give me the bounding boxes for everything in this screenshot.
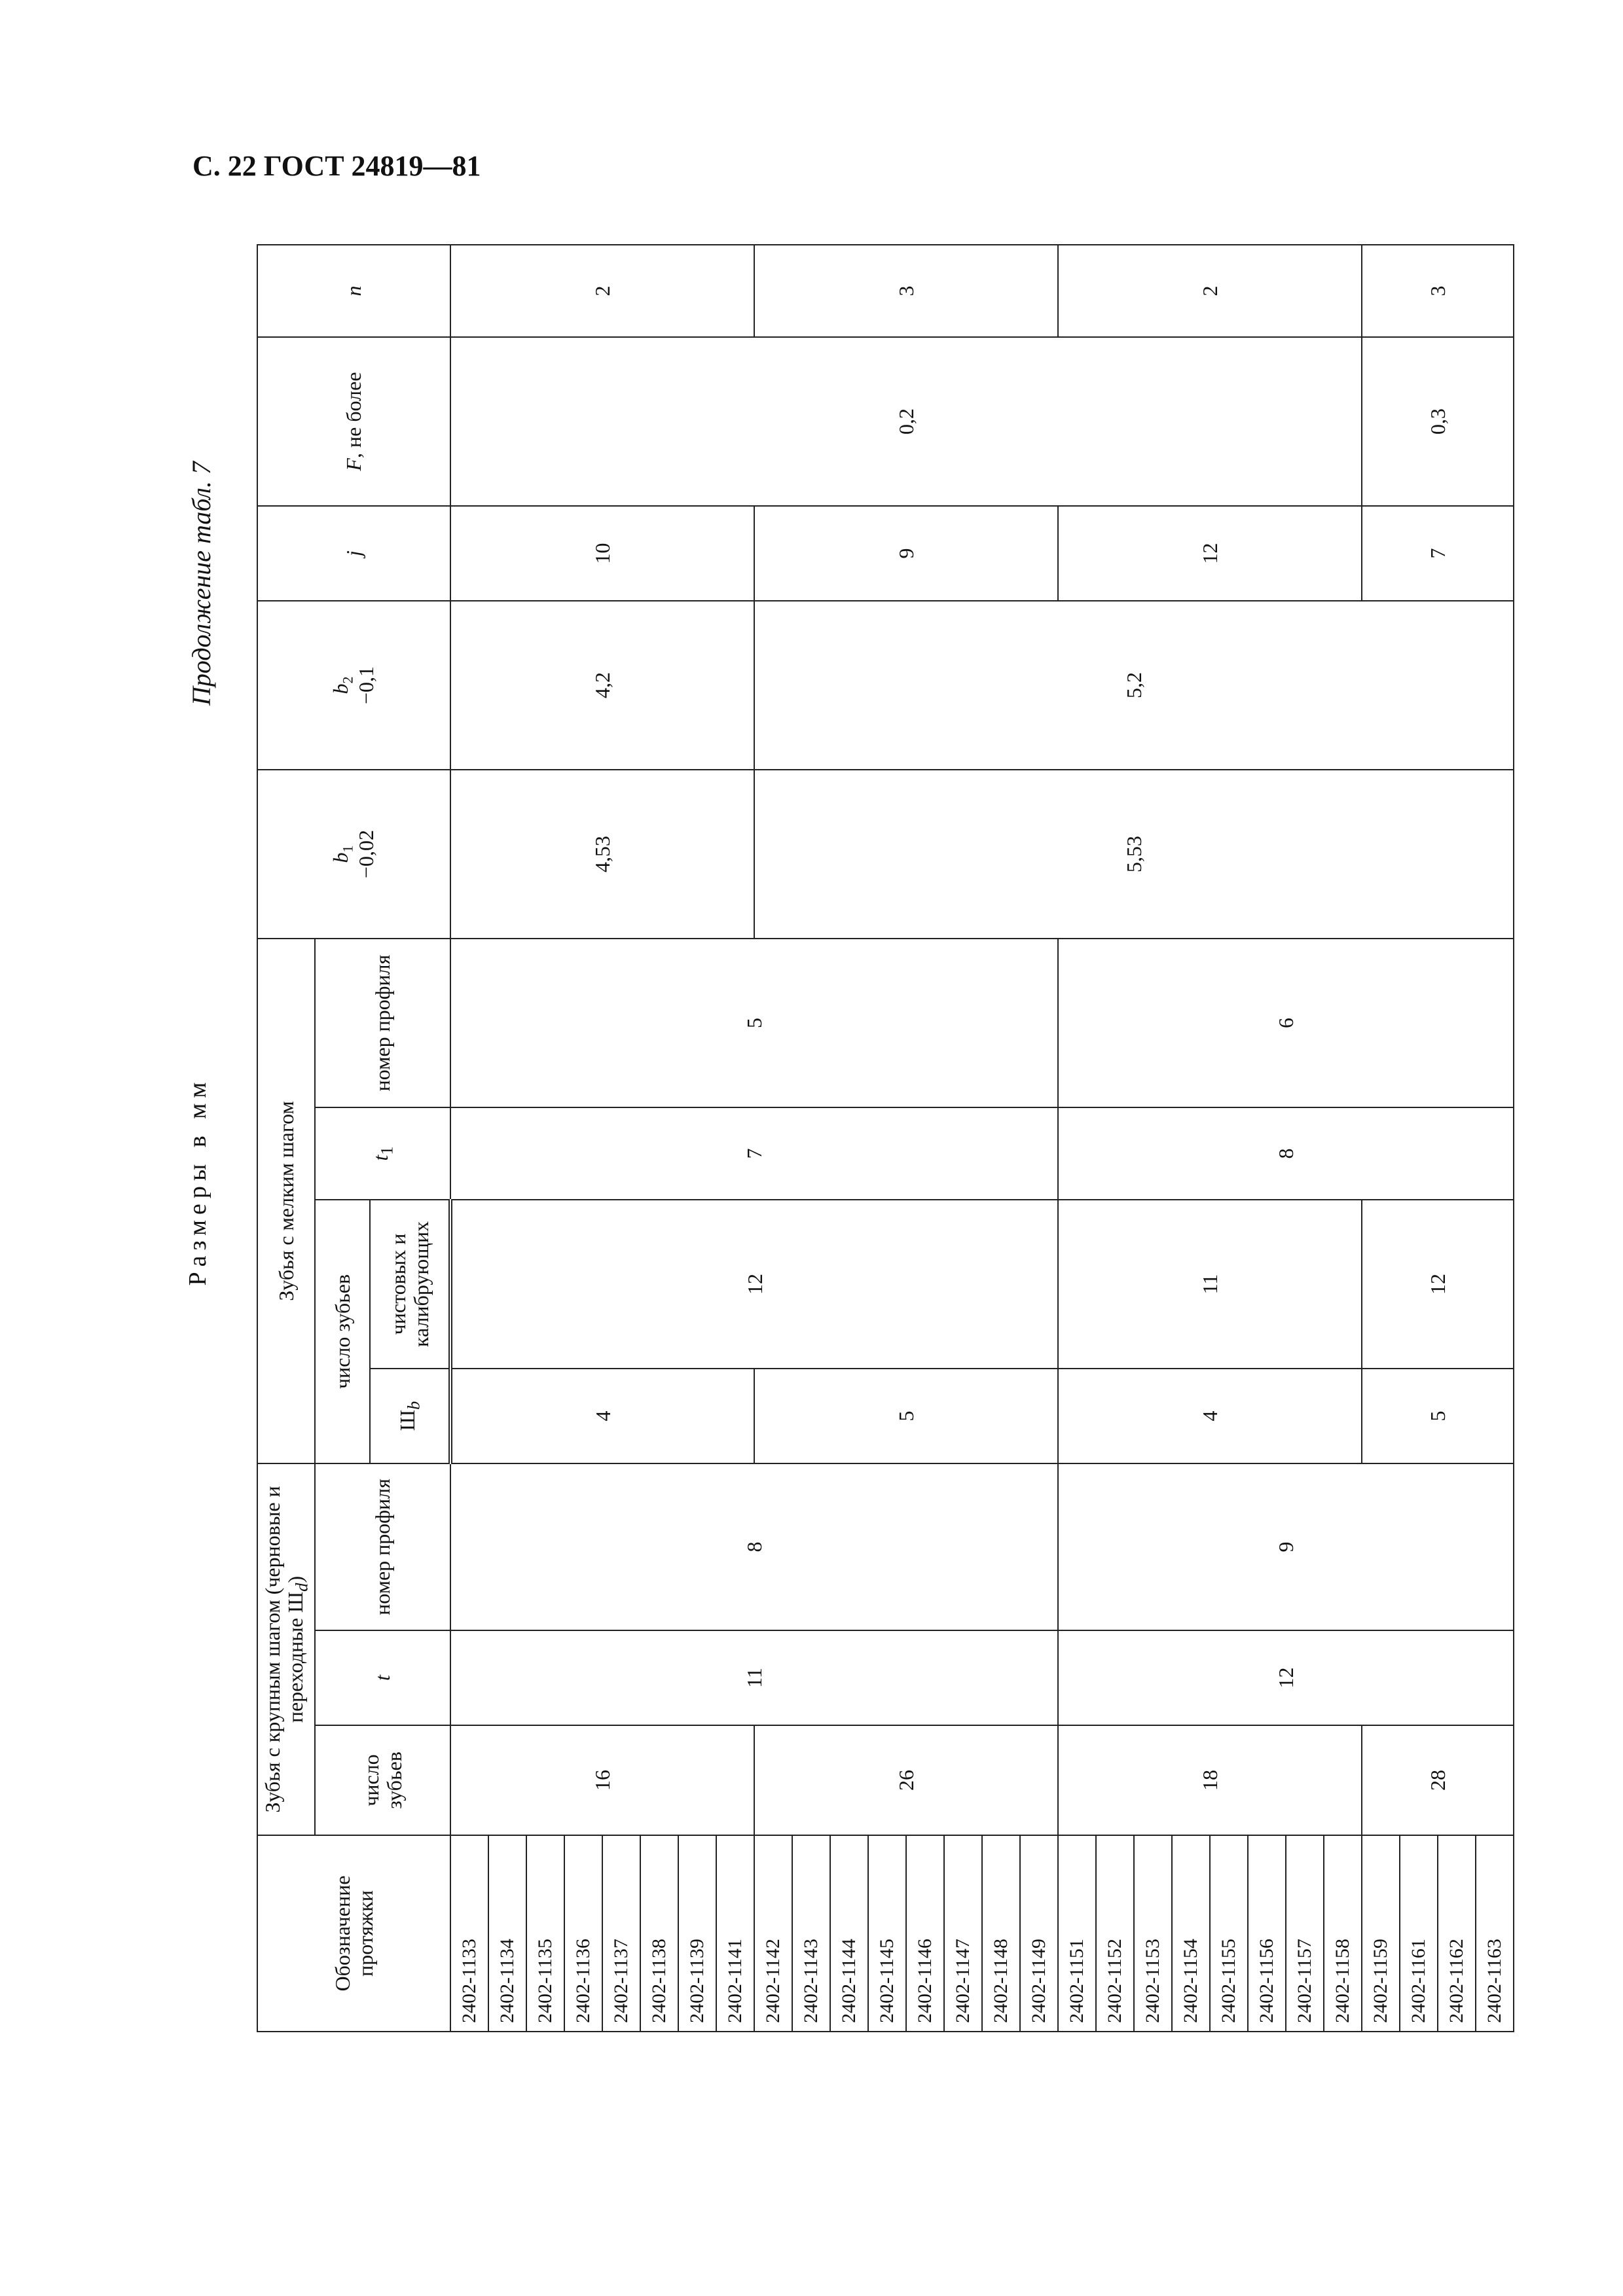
continuation-label: Продолжение табл. 7 bbox=[187, 461, 216, 706]
fine-t1-header: $t_1$ bbox=[315, 1107, 450, 1200]
designation-cell: 2402-1146 bbox=[906, 1835, 944, 2032]
coarse-count-header: число зубьев bbox=[315, 1725, 450, 1835]
fine-profile-cell: 6 bbox=[1058, 939, 1514, 1107]
fine-sh-cell: 5 bbox=[754, 1369, 1058, 1463]
designation-cell: 2402-1159 bbox=[1362, 1835, 1400, 2032]
designation-header: Обозначение протяжки bbox=[257, 1835, 450, 2032]
designation-cell: 2402-1142 bbox=[754, 1835, 792, 2032]
designation-cell: 2402-1144 bbox=[830, 1835, 868, 2032]
designation-cell: 2402-1139 bbox=[678, 1835, 716, 2032]
f-cell: 0,3 bbox=[1362, 337, 1514, 506]
coarse-count-cell: 26 bbox=[754, 1725, 1058, 1835]
fine-sh-header: $Ш_b$ bbox=[370, 1369, 450, 1463]
designation-cell: 2402-1147 bbox=[944, 1835, 982, 2032]
coarse-profile-cell: 8 bbox=[450, 1463, 1058, 1630]
fine-profile-header: номер профиля bbox=[315, 939, 450, 1107]
fine-finishing-cell: 11 bbox=[1058, 1200, 1362, 1369]
fine-teeth-group-header: Зубья с мелким шагом bbox=[257, 939, 315, 1463]
designation-cell: 2402-1138 bbox=[640, 1835, 678, 2032]
j-cell: 9 bbox=[754, 506, 1058, 601]
b1-cell: 4,53 bbox=[450, 770, 754, 939]
designation-cell: 2402-1156 bbox=[1248, 1835, 1286, 2032]
designation-cell: 2402-1162 bbox=[1438, 1835, 1476, 2032]
f-header: F, не более bbox=[257, 337, 450, 506]
b1-cell: 5,53 bbox=[754, 770, 1514, 939]
designation-cell: 2402-1163 bbox=[1476, 1835, 1514, 2032]
coarse-count-cell: 18 bbox=[1058, 1725, 1362, 1835]
n-cell: 2 bbox=[1058, 245, 1362, 337]
designation-cell: 2402-1154 bbox=[1172, 1835, 1210, 2032]
fine-profile-cell: 5 bbox=[450, 939, 1058, 1107]
designation-cell: 2402-1133 bbox=[450, 1835, 488, 2032]
coarse-t-header: t bbox=[315, 1630, 450, 1725]
fine-sh-cell: 4 bbox=[1058, 1369, 1362, 1463]
designation-cell: 2402-1155 bbox=[1210, 1835, 1248, 2032]
designation-cell: 2402-1151 bbox=[1058, 1835, 1096, 2032]
b2-cell: 5,2 bbox=[754, 601, 1514, 770]
j-cell: 7 bbox=[1362, 506, 1514, 601]
coarse-t-cell: 12 bbox=[1058, 1630, 1514, 1725]
designation-cell: 2402-1148 bbox=[982, 1835, 1020, 2032]
coarse-teeth-group-header: Зубья с крупным шагом (черновые и переходные $Ш_d$) bbox=[257, 1463, 315, 1835]
j-cell: 12 bbox=[1058, 506, 1362, 601]
page-title: С. 22 ГОСТ 24819—81 bbox=[192, 150, 481, 182]
units-label: Размеры в мм bbox=[184, 1077, 211, 1286]
j-cell: 10 bbox=[450, 506, 754, 601]
designation-cell: 2402-1152 bbox=[1096, 1835, 1134, 2032]
coarse-profile-cell: 9 bbox=[1058, 1463, 1514, 1630]
b1-header: $b_1$ −0,02 bbox=[257, 770, 450, 939]
designation-cell: 2402-1158 bbox=[1324, 1835, 1362, 2032]
n-cell: 3 bbox=[754, 245, 1058, 337]
designation-cell: 2402-1136 bbox=[564, 1835, 602, 2032]
designation-cell: 2402-1149 bbox=[1020, 1835, 1058, 2032]
designation-cell: 2402-1141 bbox=[716, 1835, 754, 2032]
dimensions-table bbox=[257, 244, 1514, 2032]
designation-cell: 2402-1135 bbox=[526, 1835, 564, 2032]
fine-sh-cell: 5 bbox=[1362, 1369, 1514, 1463]
b2-cell: 4,2 bbox=[450, 601, 754, 770]
coarse-count-cell: 28 bbox=[1362, 1725, 1514, 1835]
fine-finishing-cell: 12 bbox=[1362, 1200, 1514, 1369]
coarse-profile-header: номер профиля bbox=[315, 1463, 450, 1630]
designation-cell: 2402-1143 bbox=[792, 1835, 830, 2032]
n-cell: 2 bbox=[450, 245, 754, 337]
coarse-count-cell: 16 bbox=[450, 1725, 754, 1835]
designation-cell: 2402-1161 bbox=[1400, 1835, 1438, 2032]
fine-t1-cell: 8 bbox=[1058, 1107, 1514, 1200]
j-header: j bbox=[257, 506, 450, 601]
designation-cell: 2402-1137 bbox=[602, 1835, 640, 2032]
n-header: n bbox=[257, 245, 450, 337]
designation-cell: 2402-1153 bbox=[1134, 1835, 1172, 2032]
designation-cell: 2402-1157 bbox=[1286, 1835, 1324, 2032]
designation-cell: 2402-1145 bbox=[868, 1835, 906, 2032]
coarse-t-cell: 11 bbox=[450, 1630, 1058, 1725]
f-cell: 0,2 bbox=[450, 337, 1362, 506]
n-cell: 3 bbox=[1362, 245, 1514, 337]
fine-sh-cell: 4 bbox=[450, 1369, 754, 1463]
fine-finishing-header: чистовых и калибрующих bbox=[370, 1200, 450, 1369]
fine-t1-cell: 7 bbox=[450, 1107, 1058, 1200]
b2-header: $b_2$ −0,1 bbox=[257, 601, 450, 770]
designation-cell: 2402-1134 bbox=[488, 1835, 526, 2032]
fine-count-header: число зубьев bbox=[315, 1200, 370, 1463]
fine-finishing-cell: 12 bbox=[450, 1200, 1058, 1369]
rotated-table-area bbox=[184, 200, 1505, 2032]
